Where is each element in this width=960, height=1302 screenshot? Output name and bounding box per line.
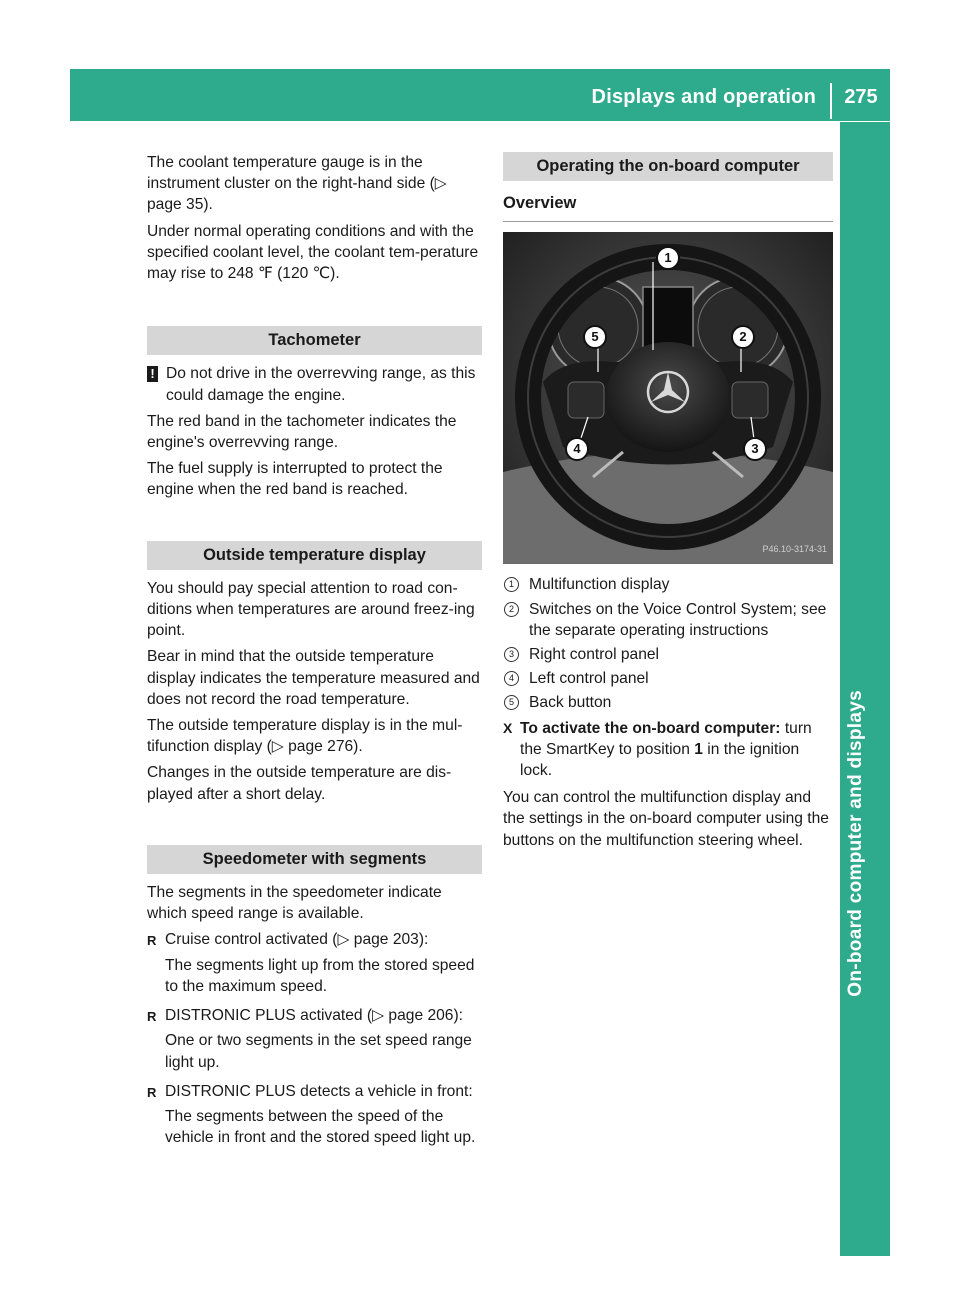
final-paragraph: You can control the multifunction display and the settings in the on-board computer using the buttons on the multifunction steering wheel. (503, 789, 829, 849)
page-header (70, 69, 890, 121)
action-text-before: turn the SmartKey to position (520, 719, 812, 758)
legend-text: Back button (529, 694, 612, 712)
legend-number: 3 (504, 647, 519, 662)
bullet-body: The segments between the speed of the vehicle in front and the stored speed light up. (165, 1107, 476, 1147)
bullet-icon: R (147, 933, 157, 949)
warning-text: Do not drive in the overrevving range, as this could damage the engine. (166, 365, 476, 404)
action-arrow-icon: X (503, 719, 513, 736)
legend-item (503, 692, 833, 713)
chapter-side-tab (840, 122, 890, 1256)
intro-paragraph-1: The coolant temperature gauge is in the instrument cluster on the right-hand side (▷ page 35). (147, 154, 447, 214)
legend-text: Left control panel (529, 670, 649, 688)
callout-4: 4 (565, 437, 589, 461)
warning-icon: ! (147, 366, 158, 382)
action-step (503, 718, 833, 782)
speedometer-paragraph-1: The segments in the speedometer indicate which speed range is available. (147, 884, 442, 923)
legend-text: Switches on the Voice Control System; see the separate operating instructions (529, 600, 827, 639)
bullet-body: The segments light up from the stored speed to the maximum speed. (165, 956, 475, 995)
page-number: 275 (844, 86, 878, 108)
outside-temp-paragraph-2: Bear in mind that the outside temperature display indicates the temperature measured and does not record the road temperature. (147, 648, 480, 708)
bullet-head: DISTRONIC PLUS detects a vehicle in front: (165, 1082, 473, 1100)
intro-paragraph-2: Under normal operating conditions and with the specified coolant level, the coolant tem-perature may rise to 248 ℉ (120 ℃). (147, 222, 479, 283)
callout-3: 3 (743, 437, 767, 461)
legend-item (503, 644, 833, 665)
list-item (147, 1081, 482, 1153)
action-position-number: 1 (694, 740, 703, 758)
outside-temp-paragraph-3: The outside temperature display is in the mul-tifunction display (▷ page 276). (147, 717, 463, 756)
tachometer-paragraph-1: The red band in the tachometer indicates the engine's overrevving range. (147, 412, 457, 452)
section-heading-on-board-computer: Operating the on-board computer (503, 152, 833, 181)
legend-number: 5 (504, 695, 519, 710)
section-heading-speedometer: Speedometer with segments (147, 845, 482, 874)
bullet-body: One or two segments in the set speed range light up. (165, 1032, 472, 1071)
legend-text: Multifunction display (529, 576, 670, 594)
legend-number: 1 (504, 577, 519, 592)
tachometer-paragraph-2: The fuel supply is interrupted to protect the engine when the red band is reached. (147, 460, 443, 499)
action-text (520, 718, 833, 782)
callout-2: 2 (731, 325, 755, 349)
bullet-icon: R (147, 1084, 157, 1100)
header-title: Displays and operation (591, 86, 816, 108)
legend-number: 2 (504, 602, 519, 617)
subheading-overview: Overview (503, 193, 833, 222)
bullet-head: Cruise control activated (▷ page 203): (165, 931, 429, 949)
section-heading-tachometer: Tachometer (147, 326, 482, 355)
legend-item (503, 668, 833, 689)
section-heading-outside-temperature: Outside temperature display (147, 541, 482, 570)
legend-number: 4 (504, 671, 519, 686)
bullet-icon: R (147, 1009, 157, 1025)
action-text-after: in the ignition lock. (520, 740, 800, 780)
list-item (147, 929, 482, 1001)
outside-temp-paragraph-4: Changes in the outside temperature are dis-played after a short delay. (147, 764, 452, 803)
legend-text: Right control panel (529, 646, 660, 664)
legend-item (503, 599, 833, 641)
warning-note (147, 363, 482, 405)
chapter-side-tab-label: On-board computer and displays (845, 690, 866, 997)
steering-wheel-illustration (503, 232, 833, 564)
left-column (147, 152, 482, 1156)
callout-5: 5 (583, 325, 607, 349)
action-bold: To activate the on-board computer: (520, 719, 781, 737)
outside-temp-paragraph-1: You should pay special attention to road con-ditions when temperatures are around freez-ing point. (147, 579, 475, 640)
right-column (503, 152, 833, 856)
list-item (147, 1005, 482, 1077)
callout-1: 1 (656, 246, 680, 270)
figure-code: P46.10-3174-31 (762, 544, 827, 555)
legend-item (503, 574, 833, 595)
bullet-head: DISTRONIC PLUS activated (▷ page 206): (165, 1007, 463, 1025)
steering-wheel-figure (503, 232, 833, 564)
